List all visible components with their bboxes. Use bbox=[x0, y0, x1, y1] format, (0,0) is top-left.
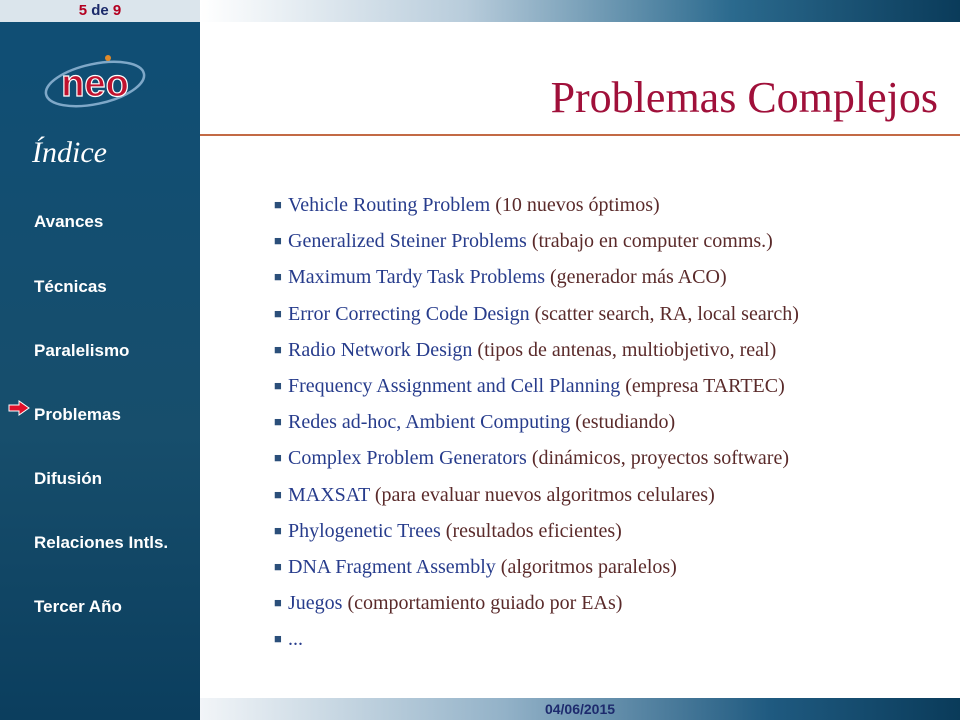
bullet-icon: ■ bbox=[274, 305, 282, 321]
bullet-icon: ■ bbox=[274, 233, 282, 249]
item-note: (10 nuevos óptimos) bbox=[490, 194, 660, 216]
list-item bbox=[274, 554, 799, 590]
item-note: (empresa TARTEC) bbox=[620, 374, 785, 397]
footer-bar bbox=[200, 698, 960, 720]
item-term: Vehicle Routing Problem bbox=[288, 194, 491, 216]
list-item bbox=[274, 409, 799, 445]
item-term: DNA Fragment Assembly bbox=[288, 555, 496, 578]
item-term: Generalized Steiner Problems bbox=[288, 230, 527, 253]
bullet-icon: ■ bbox=[274, 631, 282, 647]
item-term: Frequency Assignment and Cell Planning bbox=[288, 374, 621, 397]
page-total: 9 bbox=[112, 2, 122, 19]
list-item bbox=[274, 518, 799, 554]
sidebar-item-paralelismo[interactable]: Paralelismo bbox=[34, 341, 130, 360]
item-note: (comportamiento guiado por EAs) bbox=[342, 592, 623, 615]
bullet-icon: ■ bbox=[274, 595, 282, 611]
bullet-icon: ■ bbox=[274, 377, 282, 393]
list-item bbox=[274, 228, 799, 264]
neo-logo bbox=[40, 48, 150, 118]
item-note: (algoritmos paralelos) bbox=[495, 555, 677, 578]
sidebar-item-relaciones[interactable]: Relaciones Intls. bbox=[34, 533, 169, 552]
item-term: Redes ad-hoc, Ambient Computing bbox=[288, 411, 571, 434]
bullet-icon: ■ bbox=[274, 197, 282, 212]
item-note: (resultados eficientes) bbox=[440, 519, 622, 542]
sidebar-item-difusion[interactable]: Difusión bbox=[34, 469, 102, 488]
list-item bbox=[274, 192, 799, 228]
item-term: Maximum Tardy Task Problems bbox=[288, 266, 546, 289]
item-term: Juegos bbox=[288, 592, 343, 615]
sidebar-item-tercer-ano[interactable]: Tercer Año bbox=[34, 597, 122, 616]
item-term: Phylogenetic Trees bbox=[288, 519, 441, 542]
item-note: (scatter search, RA, local search) bbox=[529, 302, 799, 325]
list-item bbox=[274, 301, 799, 337]
sidebar-heading: Índice bbox=[32, 136, 107, 169]
current-section-arrow-icon bbox=[8, 400, 30, 416]
top-bar bbox=[200, 0, 960, 22]
bullet-icon: ■ bbox=[274, 341, 282, 357]
item-term: Radio Network Design bbox=[288, 338, 473, 361]
item-note: (dinámicos, proyectos software) bbox=[526, 447, 789, 470]
problem-list bbox=[274, 192, 799, 662]
sidebar-item-tecnicas[interactable]: Técnicas bbox=[34, 277, 107, 296]
list-item bbox=[274, 482, 799, 518]
item-term: Error Correcting Code Design bbox=[288, 302, 530, 325]
bullet-icon: ■ bbox=[274, 558, 282, 574]
item-note: (generador más ACO) bbox=[545, 266, 727, 289]
bullet-icon: ■ bbox=[274, 522, 282, 538]
page-number: 5 bbox=[78, 2, 88, 19]
title-divider bbox=[200, 134, 960, 136]
sidebar-item-avances[interactable]: Avances bbox=[34, 212, 104, 231]
item-note: (tipos de antenas, multiobjetivo, real) bbox=[472, 338, 777, 361]
page-title: Problemas Complejos bbox=[550, 73, 938, 122]
item-note: (para evaluar nuevos algoritmos celulares) bbox=[369, 483, 715, 506]
bullet-icon: ■ bbox=[274, 486, 282, 502]
list-item bbox=[274, 590, 799, 626]
bullet-icon: ■ bbox=[274, 414, 282, 430]
item-note: (estudiando) bbox=[570, 411, 676, 434]
bullet-icon: ■ bbox=[274, 450, 282, 466]
item-term: MAXSAT bbox=[288, 483, 370, 506]
list-item bbox=[274, 626, 799, 662]
page-counter bbox=[0, 0, 200, 22]
item-note: (trabajo en computer comms.) bbox=[526, 230, 773, 253]
list-item bbox=[274, 337, 799, 373]
page-separator: de bbox=[91, 2, 109, 19]
list-item bbox=[274, 373, 799, 409]
list-item bbox=[274, 264, 799, 300]
logo-text: neo bbox=[61, 63, 129, 105]
bullet-icon: ■ bbox=[274, 269, 282, 285]
item-term: Complex Problem Generators bbox=[288, 447, 527, 470]
footer-date: 04/06/2015 bbox=[544, 701, 616, 717]
list-item bbox=[274, 445, 799, 481]
sidebar-item-problemas[interactable]: Problemas bbox=[34, 405, 121, 424]
item-term: ... bbox=[288, 628, 303, 651]
